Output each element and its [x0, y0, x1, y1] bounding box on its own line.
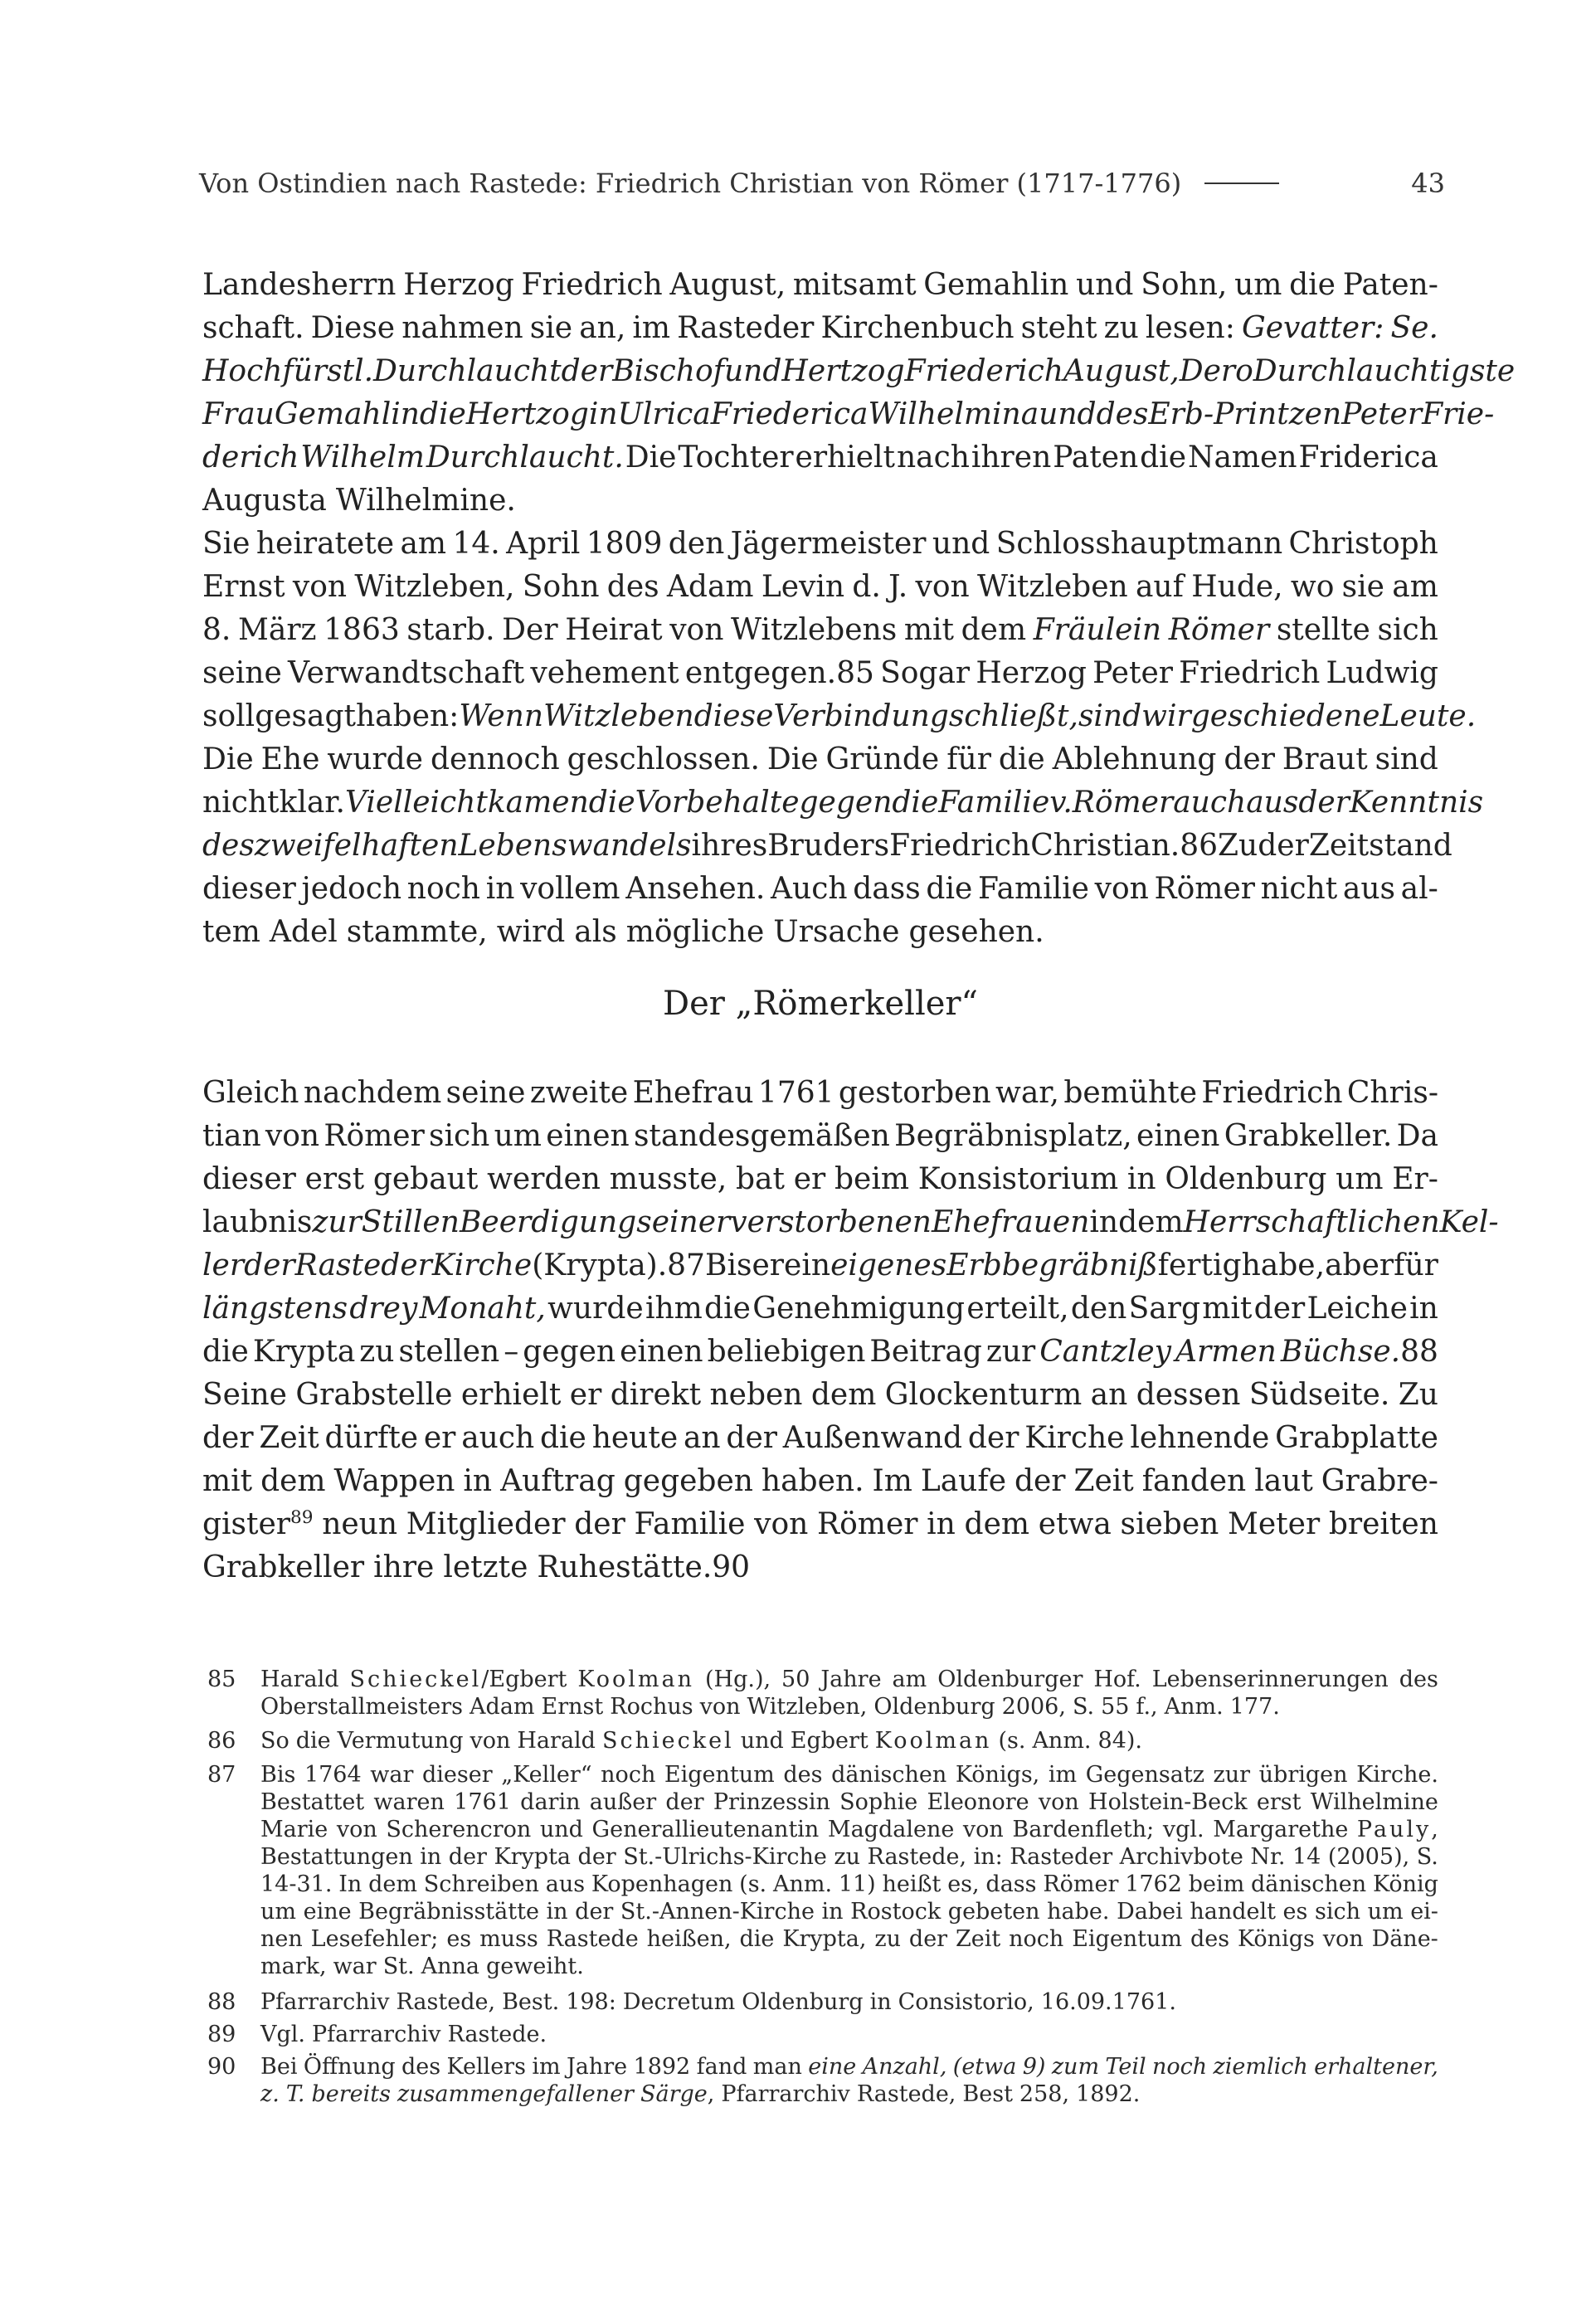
- text-line: Augusta Wilhelmine.: [202, 484, 516, 518]
- footnote-line: Bis 1764 war dieser „Keller“ noch Eigentum des dänischen Königs, im Gegensatz zur übrigen Kirche.: [260, 1762, 1438, 1788]
- footnote-line: Pfarrarchiv Rastede, Best. 198: Decretum Oldenburg in Consistorio, 16.09.1761.: [260, 1989, 1176, 2015]
- text-line: längstens drey Monaht, wurde ihm die Genehmigung erteilt, den Sarg mit der Leiche in: [202, 1292, 1438, 1326]
- text-line: Die Ehe wurde dennoch geschlossen. Die Gründe für die Ablehnung der Braut sind: [202, 742, 1438, 776]
- text-line: nicht klar. Vielleicht kamen die Vorbehalte gegen die Familie v. Römer auch aus der Kenntnis: [202, 786, 1484, 820]
- text-line: seine Verwandtschaft vehement entgegen.85 Sogar Herzog Peter Friedrich Ludwig: [202, 656, 1438, 690]
- footnote: [202, 1666, 1438, 1720]
- footnote-line: nen Lesefehler; es muss Rastede heißen, die Krypta, zu der Zeit noch Eigentum des Königs von Däne-: [260, 1926, 1438, 1952]
- footnote-number: 88: [207, 1989, 236, 2015]
- text-line: mit dem Wappen in Auftrag gegeben haben. Im Laufe der Zeit fanden laut Grabre-: [202, 1464, 1438, 1498]
- footnote-line: 14-31. In dem Schreiben aus Kopenhagen (s. Anm. 11) heißt es, dass Römer 1762 beim dänischen König: [260, 1871, 1438, 1897]
- footnote-line: z. T. bereits zusammengefallener Särge, Pfarrarchiv Rastede, Best 258, 1892.: [260, 2081, 1141, 2107]
- footnote: [202, 1761, 1438, 1980]
- text-line: dieser jedoch noch in vollem Ansehen. Auch dass die Familie von Römer nicht aus al-: [202, 872, 1438, 906]
- footnote-reference[interactable]: 89: [290, 1507, 314, 1528]
- text-line: schaft. Diese nahmen sie an, im Rasteder Kirchenbuch steht zu lesen: Gevatter: Se.: [202, 311, 1438, 345]
- footnote: [202, 2053, 1438, 2108]
- footnote-line: Bei Öffnung des Kellers im Jahre 1892 fand man eine Anzahl, (etwa 9) zum Teil noch ziemlich erhaltener,: [260, 2054, 1438, 2080]
- footnote-line: Bestattet waren 1761 darin außer der Prinzessin Sophie Eleonore von Holstein-Beck erst Wilhelmine: [260, 1789, 1438, 1815]
- text-line: Gleich nachdem seine zweite Ehefrau 1761 gestorben war, bemühte Friedrich Chris-: [202, 1076, 1438, 1110]
- footnote-number: 87: [207, 1762, 236, 1788]
- running-header: [199, 163, 1445, 204]
- body-text-section: [202, 1072, 1499, 1589]
- footnote-line: Marie von Scherencron und Generallieutenantin Magdalene von Bardenfleth; vgl. Margarethe Pauly,: [260, 1817, 1438, 1842]
- footnote: [202, 2021, 1438, 2048]
- page-number: 43: [1411, 168, 1445, 199]
- footnote-number: 90: [207, 2054, 236, 2080]
- text-line: soll gesagt haben: Wenn Witzleben diese Verbindung schließt, sind wir geschiedene Leute.: [202, 699, 1477, 733]
- text-line: dieser erst gebaut werden musste, bat er beim Konsistorium in Oldenburg um Er-: [202, 1162, 1438, 1196]
- footnote: [202, 1988, 1438, 2016]
- running-title: Von Ostindien nach Rastede: Friedrich Christian von Römer (1717-1776): [199, 168, 1182, 199]
- text-line: tem Adel stammte, wird als mögliche Ursache gesehen.: [202, 915, 1044, 949]
- footnote-line: Harald Schieckel/Egbert Koolman (Hg.), 50 Jahre am Oldenburger Hof. Lebenserinnerungen des: [260, 1667, 1438, 1692]
- footnote-line: So die Vermutung von Harald Schieckel und Egbert Koolman (s. Anm. 84).: [260, 1728, 1142, 1754]
- text-line: 8. März 1863 starb. Der Heirat von Witzlebens mit dem Fräulein Römer stellte sich: [202, 613, 1438, 647]
- text-line: Ernst von Witzleben, Sohn des Adam Levin d. J. von Witzleben auf Hude, wo sie am: [202, 570, 1438, 604]
- text-line: Frau Gemahlin die Hertzogin Ulrica Friederica Wilhelmina und des Erb-Printzen Peter Frie-: [202, 397, 1495, 431]
- text-line: Hochfürstl. Durchlaucht der Bischof und Hertzog Friederich August, Dero Durchlauchtigste: [202, 354, 1516, 388]
- footnote-number: 85: [207, 1667, 236, 1692]
- text-line: Grabkeller ihre letzte Ruhestätte.90: [202, 1550, 751, 1584]
- section-title: Der „Römerkeller“: [663, 985, 978, 1023]
- text-line: der Zeit dürfte er auch die heute an der Außenwand der Kirche lehnende Grabplatte: [202, 1421, 1438, 1455]
- text-line: die Krypta zu stellen – gegen einen beliebigen Beitrag zur Cantzley Armen Büchse.88: [202, 1335, 1438, 1369]
- text-line: derich Wilhelm Durchlaucht. Die Tochter erhielt nach ihren Paten die Namen Friderica: [202, 440, 1438, 474]
- header-rule: [1204, 182, 1279, 184]
- footnote-number: 86: [207, 1728, 236, 1754]
- footnote-number: 89: [207, 2022, 236, 2047]
- text-line: Landesherrn Herzog Friedrich August, mitsamt Gemahlin und Sohn, um die Paten-: [202, 268, 1438, 302]
- text-line: gister$^{89}$ neun Mitglieder der Familie von Römer in dem etwa sieben Meter breiten: [202, 1507, 1438, 1541]
- footnote-line: um eine Begräbnisstätte in der St.-Annen-Kirche in Rostock gebeten habe. Dabei handelt es sich um ei-: [260, 1899, 1438, 1925]
- text-line: laubnis zur Stillen Beerdigung seiner verstorbenen Ehefrauen in dem Herrschaftlichen Kel-: [202, 1205, 1499, 1239]
- text-line: Seine Grabstelle erhielt er direkt neben dem Glockenturm an dessen Südseite. Zu: [202, 1378, 1438, 1412]
- footnote-line: Oberstallmeisters Adam Ernst Rochus von Witzleben, Oldenburg 2006, S. 55 f., Anm. 177.: [260, 1694, 1280, 1720]
- text-line: des zweifelhaften Lebenswandels ihres Bruders Friedrich Christian.86 Zu der Zeit stand: [202, 829, 1452, 863]
- footnotes: [202, 1666, 1438, 2108]
- footnote: [202, 1727, 1438, 1754]
- footnote-line: Bestattungen in der Krypta der St.-Ulrichs-Kirche zu Rastede, in: Rasteder Archivbote Nr. 14 (2005), S.: [260, 1844, 1438, 1870]
- text-line: ler der Rasteder Kirche (Krypta).87 Bis er ein eigenes Erbbegräbniß fertig habe, aber für: [202, 1248, 1438, 1282]
- text-line: tian von Römer sich um einen standesgemäßen Begräbnisplatz, einen Grabkeller. Da: [202, 1119, 1438, 1153]
- footnote-line: Vgl. Pfarrarchiv Rastede.: [260, 2022, 547, 2047]
- footnote-line: mark, war St. Anna geweiht.: [260, 1954, 584, 1979]
- body-text-top: [202, 264, 1516, 954]
- text-line: Sie heiratete am 14. April 1809 den Jägermeister und Schlosshauptmann Christoph: [202, 527, 1438, 561]
